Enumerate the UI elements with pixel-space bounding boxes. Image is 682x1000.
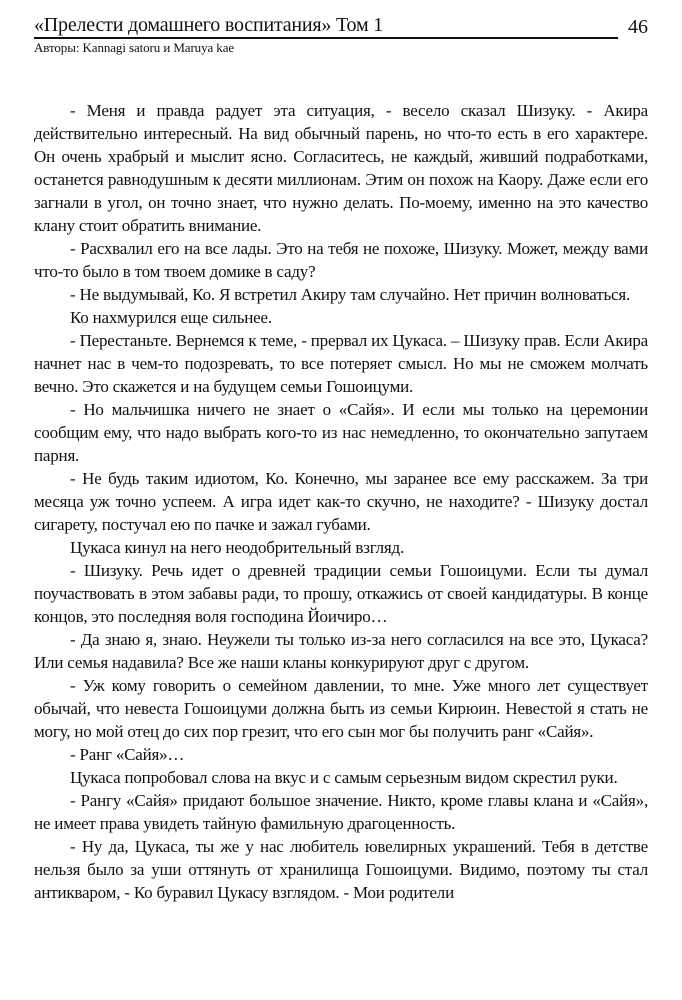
paragraph: - Ранг «Сайя»… — [70, 745, 185, 764]
paragraph: Цукаса попробовал слова на вкус и с самым серьезным видом скрестил руки. — [70, 768, 618, 787]
header-rule — [34, 14, 618, 39]
paragraph: Ко нахмурился еще сильнее. — [70, 308, 272, 327]
paragraph: - Шизуку. Речь идет о древней традиции семьи Гошоицуми. Если ты думал поучаствовать в этом забавы ради, то прошу, откажись от своей кандидатуры. В конце концов, это последняя воля господина Йоичиро… — [34, 561, 648, 626]
paragraph: - Уж кому говорить о семейном давлении, то мне. Уже много лет существует обычай, что невеста Гошоицуми должна быть из семьи Кирюин. Невестой я стать не могу, но мой отец до сих пор грезит, что его сын мог бы получить ранг «Сайя». — [34, 676, 648, 741]
paragraph: - Но мальчишка ничего не знает о «Сайя». И если мы только на церемонии сообщим ему, что надо выбрать кого-то из нас немедленно, то окончательно запутаем парня. — [34, 400, 648, 465]
paragraph: - Не будь таким идиотом, Ко. Конечно, мы заранее все ему расскажем. За три месяца уж точно успеем. А игра идет как-то скучно, не находите? - Шизуку достал сигарету, постучал ею по пачке и зажал губами. — [34, 469, 648, 534]
paragraph: - Расхвалил его на все лады. Это на тебя не похоже, Шизуку. Может, между вами что-то было в том твоем домике в саду? — [34, 239, 648, 281]
paragraph: - Меня и правда радует эта ситуация, - весело сказал Шизуку. - Акира действительно интересный. На вид обычный парень, но что-то есть в его характере. Он очень храбрый и мыслит ясно. Согласитесь, не каждый, живший подработками, останется равнодушным к десяти миллионам. Этим он похож на Каору. Даже если его загнали в угол, он точно знает, что нужно делать. По-моему, именно на это качество клану стоит обратить внимание. — [34, 101, 648, 235]
paragraph: - Ну да, Цукаса, ты же у нас любитель ювелирных украшений. Тебя в детстве нельзя было за уши оттянуть от хранилища Гошоицуми. Видимо, поэтому ты стал антикваром, - Ко буравил Цукасу взглядом. - Мои родители — [34, 837, 648, 902]
page-title: «Прелести домашнего воспитания» Том 1 — [34, 14, 384, 36]
paragraph: - Да знаю я, знаю. Неужели ты только из-за него согласился на все это, Цукаса? Или семья надавила? Все же наши кланы конкурируют друг с другом. — [34, 630, 648, 672]
paragraph: - Перестаньте. Вернемся к теме, - прервал их Цукаса. – Шизуку прав. Если Акира начнет нас в чем-то подозревать, то все потеряет смысл. Но мы не сможем молчать вечно. Это скажется и на будущем семьи Гошоицуми. — [34, 331, 648, 396]
paragraph: - Не выдумывай, Ко. Я встретил Акиру там случайно. Нет причин волноваться. — [70, 285, 631, 304]
page-header — [0, 0, 682, 56]
page-number: 46 — [628, 16, 648, 38]
authors-line: Авторы: Kannagi satoru и Maruya kae — [34, 40, 235, 55]
body-text — [0, 56, 682, 904]
header-row — [34, 14, 648, 39]
paragraph: - Рангу «Сайя» придают большое значение. Никто, кроме главы клана и «Сайя», не имеет права увидеть тайную фамильную драгоценность. — [34, 791, 648, 833]
paragraph: Цукаса кинул на него неодобрительный взгляд. — [70, 538, 405, 557]
